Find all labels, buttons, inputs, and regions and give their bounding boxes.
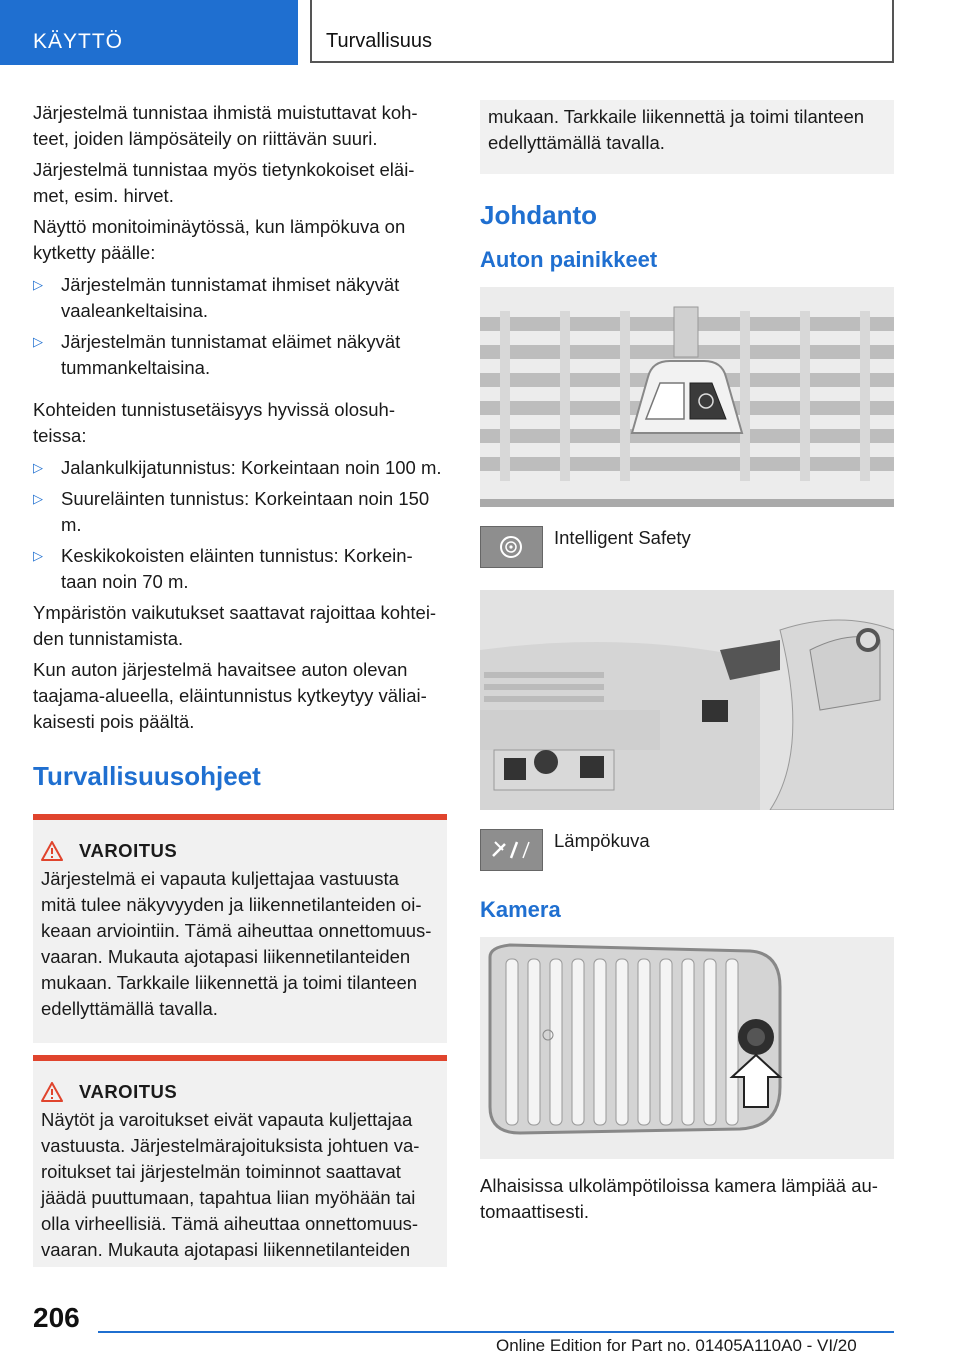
bullet-item bbox=[33, 486, 447, 538]
paragraph: Alhaisissa ulkolämpötiloissa kamera lämpiää au-tomaattisesti. bbox=[480, 1175, 878, 1222]
warning-header bbox=[41, 1081, 437, 1103]
bullet-item bbox=[33, 272, 447, 324]
bullet-item bbox=[33, 455, 447, 481]
warning-header bbox=[41, 840, 437, 862]
button-legend-row bbox=[480, 829, 894, 871]
section-title: Turvallisuusohjeet bbox=[33, 761, 261, 791]
warning-triangle-icon bbox=[41, 1082, 63, 1102]
footer-edition: Online Edition for Part no. 01405A110A0 - VI/20 bbox=[496, 1336, 857, 1355]
bullet-text: Jalankulkijatunnistus: Korkeintaan noin 100 m. bbox=[61, 457, 442, 478]
warning-box bbox=[33, 1055, 447, 1267]
subsection-title: Auton painikkeet bbox=[480, 247, 658, 272]
paragraph: Järjestelmä tunnistaa ihmistä muistuttavat koh-teet, joiden lämpösäteily on riittävän suuri. bbox=[33, 102, 418, 149]
bullet-item bbox=[33, 329, 447, 381]
warning-title: VAROITUS bbox=[79, 840, 178, 861]
left-column bbox=[33, 100, 447, 1267]
button-legend-row bbox=[480, 526, 894, 568]
triangle-bullet-icon: ▷ bbox=[33, 460, 43, 475]
triangle-bullet-icon: ▷ bbox=[33, 277, 43, 292]
button-legend-label: Intelligent Safety bbox=[554, 527, 691, 548]
paragraph: Ympäristön vaikutukset saattavat rajoittaa kohtei-den tunnistamista. bbox=[33, 602, 437, 649]
bullet-text: Keskikokoisten eläinten tunnistus: Korkein-taan noin 70 m. bbox=[61, 545, 413, 592]
subsection-title: Kamera bbox=[480, 897, 561, 922]
warning-box-continued: mukaan. Tarkkaile liikennettä ja toimi tilanteen edellyttämällä tavalla. bbox=[480, 100, 894, 174]
intelligent-safety-button-icon bbox=[480, 526, 543, 568]
camera-location-image bbox=[480, 937, 894, 1159]
paragraph: Kohteiden tunnistusetäisyys hyvissä olosuh-teissa: bbox=[33, 399, 395, 446]
page-number: 206 bbox=[33, 1302, 80, 1333]
warning-text: Näytöt ja varoitukset eivät vapauta kuljettajaa vastuusta. Järjestelmärajoituksista johtuen va-roitukset tai järjestelmän toiminnot saattavat jäädä puuttumaan, tapahtua liian myöhään tai olla virheellisiä. Tämä aiheuttaa onnettomuus-vaaran. Mukauta ajotapasi liikennetilanteiden bbox=[41, 1109, 420, 1260]
paragraph: Järjestelmä tunnistaa myös tietynkokoiset eläi-met, esim. hirvet. bbox=[33, 159, 415, 206]
header-chapter-title: Turvallisuus bbox=[310, 0, 894, 63]
grille-button-image bbox=[480, 287, 894, 507]
triangle-bullet-icon: ▷ bbox=[33, 491, 43, 506]
section-title: Johdanto bbox=[480, 200, 597, 230]
grille-illustration bbox=[480, 287, 894, 507]
kidney-grille-illustration bbox=[480, 937, 894, 1159]
warning-triangle-icon bbox=[41, 841, 63, 861]
bullet-text: Suureläinten tunnistus: Korkeintaan noin 150 m. bbox=[61, 488, 430, 535]
warning-text: Järjestelmä ei vapauta kuljettajaa vastuusta mitä tulee näkyvyyden ja liikennetilanteiden oi-keaan arviointiin. Tämä aiheuttaa onnettomuus-vaaran. Mukauta ajotapasi liikennetilanteiden mukaan. Tarkkaile liikennettä ja toimi tilanteen edellyttämällä tavalla. bbox=[41, 868, 432, 1019]
header-section-tab: KÄYTTÖ bbox=[0, 0, 298, 65]
warning-title: VAROITUS bbox=[79, 1081, 178, 1102]
warning-box bbox=[33, 814, 447, 1043]
dashboard-illustration bbox=[480, 590, 894, 810]
bullet-text: Järjestelmän tunnistamat eläimet näkyvät tummankeltaisina. bbox=[61, 331, 401, 378]
triangle-bullet-icon: ▷ bbox=[33, 334, 43, 349]
dashboard-image bbox=[480, 590, 894, 810]
thermal-camera-button-icon bbox=[480, 829, 543, 871]
paragraph: Näyttö monitoiminäytössä, kun lämpökuva on kytketty päälle: bbox=[33, 216, 406, 263]
paragraph: Kun auton järjestelmä havaitsee auton olevan taajama-alueella, eläintunnistus kytkeytyy väliai-kaisesti pois päältä. bbox=[33, 659, 427, 732]
triangle-bullet-icon: ▷ bbox=[33, 548, 43, 563]
bullet-text: Järjestelmän tunnistamat ihmiset näkyvät vaaleankeltaisina. bbox=[61, 274, 400, 321]
bullet-item bbox=[33, 543, 447, 595]
button-legend-label: Lämpökuva bbox=[554, 830, 650, 851]
footer-divider bbox=[98, 1331, 894, 1333]
right-column bbox=[480, 100, 894, 1230]
